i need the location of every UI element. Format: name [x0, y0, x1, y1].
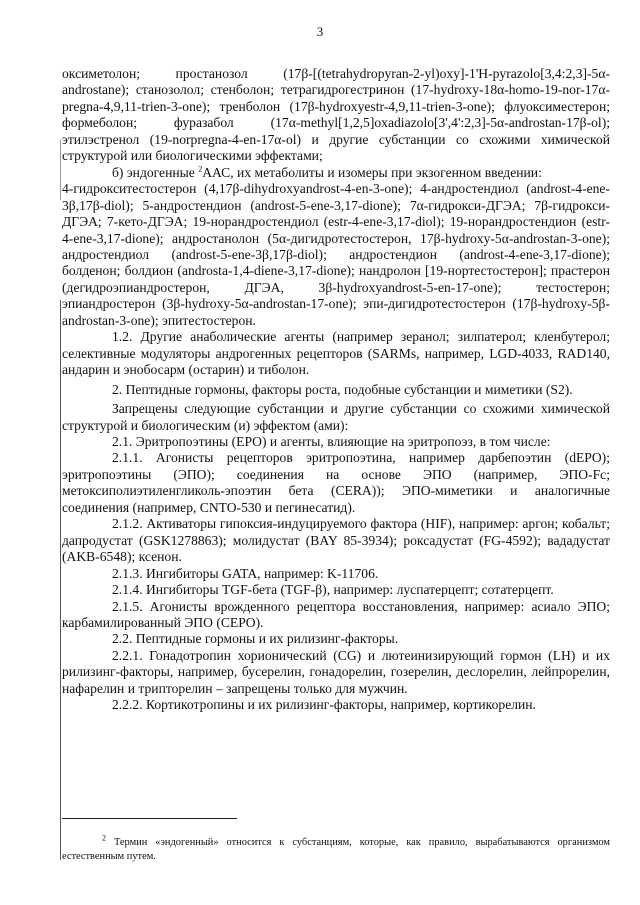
page-number: 3 — [316, 24, 324, 39]
paragraph: 2.1.4. Ингибиторы TGF-бета (TGF-β), например: луспатерцепт; сотатерцепт. — [112, 582, 554, 598]
paragraph — [62, 165, 610, 181]
footnote-separator — [62, 818, 237, 819]
paragraph: 1.2. Другие анаболические агенты (например зеранол; зилпатерол; кленбутерол; селективные модуляторы андрогенных рецепторов (SARMs, например, LGD-4033, RAD140, андарин и энобосарм (остарин) и тиболон. — [62, 329, 610, 378]
paragraph: 2.1.2. Активаторы гипоксия-индуцируемого фактора (HIF), например: аргон; кобальт; дапродустат (GSK1278863); молидустат (BAY 85-3934); роксадустат (FG-4592); вададустат (AKB-6548); ксенон. — [62, 516, 610, 565]
paragraph: оксиметолон; простанозол (17β-[(tetrahydropyran-2-yl)oxy]-1'H-pyrazolo[3,4:2,3]-5α-androstane); станозолол; стенболон; тетрагидрогестринон (17-hydroxy-18α-homo-19-nor-17α-pregna-4,9,11-trien-3-one); тренболон (17β-hydroxyestr-4,9,11-trien-3-one); флуоксиместерон; формеболон; фуразабол (17α-methyl[1,2,5]oxadiazolo[3',4':2,3]-5α-androstan-17β-ol); этилэстренол (19-norpregna-4-en-17α-ol) и другие субстанции со схожими химической структурой или биологическими эффектами; — [62, 66, 610, 164]
scan-edge-line — [60, 140, 61, 200]
paragraph: 2.1. Эритропоэтины (ЕРО) и агенты, влияющие на эритропоэз, в том числе: — [112, 433, 551, 449]
paragraph: 2.1.1. Агонисты рецепторов эритропоэтина, например дарбепоэтин (dEPO); эритропоэтины (ЭПО); соединения на основе ЭПО (например, ЭПО-Fc; метоксиполиэтиленгликоль-эпоэтин бета (CERA)); ЭПО-миметики и аналогичные соединения (например, CNTO-530 и пегинесатид). — [62, 450, 610, 515]
paragraph-rest: ААС, их метаболиты и изомеры при экзогенном введении: — [202, 164, 542, 180]
scan-edge-line — [60, 300, 61, 860]
paragraph: 2.2.2. Кортикотропины и их рилизинг-факторы, например, кортикорелин. — [112, 697, 536, 713]
document-body — [62, 66, 610, 714]
paragraph: Запрещены следующие субстанции и другие субстанции со схожими химической структурой и биологическим (и) эффектом (ами): — [62, 401, 610, 433]
footnote-text: Термин «эндогенный» относится к субстанциям, которые, как правило, вырабатываются организмом естественным путем. — [62, 837, 610, 863]
paragraph: 4-гидрокситестостерон (4,17β-dihydroxyandrost-4-en-3-one); 4-андростендиол (androst-4-ene-3β,17β-diol); 5-андростендион (androst-5-ene-3,17-dione); 7α-гидрокси-ДГЭА; 7β-гидрокси-ДГЭА; 7-кето-ДГЭА; 19-норандростендиол (estr-4-ene-3,17-diol); 19-норандростендион (estr-4-ene-3,17-dione); андростанолон (5α-дигидротестостерон, 17β-hydroxy-5α-androstan-3-one); андростендиол (androst-5-ene-3β,17β-diol); андростендион (androst-4-ene-3,17-dione); болденон; болдион (androsta-1,4-diene-3,17-dione); нандролон [19-нортестостерон]; прастерон (дегидроэпиандростерон, ДГЭА, 3β-hydroxyandrost-5-en-17-one); тестостерон; эпиандростерон (3β-hydroxy-5α-androstan-17-one); эпи-дигидротестостерон (17β-hydroxy-5β-androstan-3-one); эпитестостерон. — [62, 181, 610, 328]
section-heading: 2. Пептидные гормоны, факторы роста, подобные субстанции и миметики (S2). — [112, 381, 573, 397]
footnote-mark: 2 — [102, 833, 106, 843]
footnote-ref: 2 — [198, 164, 203, 174]
paragraph-prefix: б) эндогенные — [112, 164, 195, 180]
paragraph: 2.2. Пептидные гормоны и их рилизинг-факторы. — [112, 631, 399, 647]
paragraph: 2.1.3. Ингибиторы GATA, например: K-11706. — [112, 565, 379, 581]
paragraph: 2.2.1. Гонадотропин хорионический (CG) и лютеинизирующий гормон (LH) и их рилизинг-факторы, например, бусерелин, гонадорелин, гозерелин, деслорелин, лейпрорелин, нафарелин и трипторелин – запрещены только для мужчин. — [62, 647, 610, 696]
footnote — [62, 833, 610, 864]
paragraph: 2.1.5. Агонисты врожденного рецептора восстановления, например: асиало ЭПО; карбамилированный ЭПО (CEPO). — [62, 598, 610, 630]
